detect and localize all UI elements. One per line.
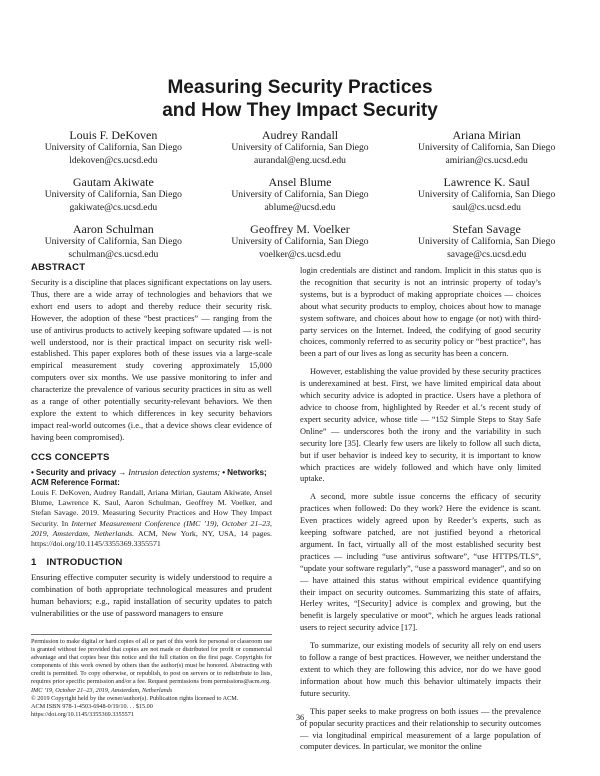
body-paragraph: However, establishing the value provided by these security practices is underexamined at best. First, we have limited empirical data about which security advice is adopted in practice. Users have a plethora of advice to choose from, highlighted by Reeder et al.’s recent study of expert security advice, whose title — “152 Simple Steps to Stay Safe Online” — underscores both the irony and the variability in such security lore [35]. Clearly few users are likely to follow all such dicta, but if user behavior is indeed key to security, it is important to know which practices are widely followed and which have only limited uptake.	[300, 367, 541, 484]
author-affiliation: University of California, San Diego	[231, 142, 369, 153]
author	[393, 222, 580, 261]
acm-reference-venue: Internet Measurement Conference (IMC ’19), October 21–23, 2019, Amsterdam, Netherlands.	[31, 518, 272, 538]
author-name: Louis F. DeKoven	[69, 128, 158, 142]
author-affiliation: University of California, San Diego	[231, 236, 369, 247]
author-name: Ansel Blume	[268, 175, 332, 189]
author-email: aurandal@eng.ucsd.edu	[254, 154, 346, 166]
permission-text: Permission to make digital or hard copies of all or part of this work for personal or classroom use is granted without fee provided that copies are not made or distributed for profit or commercial advantage and that copies bear this notice and the full citation on the first page. Copyrights for components of this work owned by others than the author(s) must be honored. Abstracting with credit is permitted. To copy otherwise, or republish, to post on servers or to redistribute to lists, requires prior specific permission and/or a fee. Request permissions from permissions@acm.org.	[31, 638, 272, 686]
author-email: ldekoven@cs.ucsd.edu	[69, 154, 158, 166]
ccs-bullet: •	[222, 467, 226, 477]
abstract-text: Security is a discipline that places significant expectations on lay users. Thus, there are a wide array of technologies and behaviors that we exhort end users to adopt and thereby reduce their security risk. However, the adoption of these “best practices” — ranging from the use of antivirus products to actively keeping software updated — is not well understood, nor is their practical impact on security risk well-established. This paper explores both of these issues via a large-scale empirical measurement study covering approximately 15,000 computers over six months. We use passive monitoring to infer and characterize the prevalence of various security practices in situ as well as a range of other potentially security-relevant behaviors. We then explore the extent to which differences in key security behaviors impact real-world outcomes (i.e., that a device shows clear evidence of having been compromised).	[31, 278, 272, 442]
author-email: voelker@cs.ucsd.edu	[259, 248, 341, 260]
author-affiliation: University of California, San Diego	[418, 142, 556, 153]
ccs-bullet: •	[31, 467, 34, 477]
ccs-item-security: Security and privacy	[35, 467, 117, 477]
author-affiliation: University of California, San Diego	[44, 142, 182, 153]
copyright-line: © 2019 Copyright held by the owner/author(s). Publication rights licensed to ACM.	[31, 694, 239, 702]
acm-reference-tail: ACM, New York, NY, USA, 14 pages. https://doi.org/10.1145/3355369.3355571	[31, 528, 272, 549]
author-email: ablume@ucsd.edu	[264, 201, 336, 213]
author-name: Gautam Akiwate	[72, 175, 154, 189]
author-name: Geoffrey M. Voelker	[250, 222, 350, 236]
conference-line	[31, 687, 272, 695]
author	[20, 222, 207, 261]
page-number: 36	[295, 713, 305, 722]
title-line-2: and How They Impact Security	[162, 100, 438, 121]
author-affiliation: University of California, San Diego	[44, 189, 182, 200]
permission-footnote	[31, 634, 272, 719]
ccs-item-networks: Networks;	[227, 467, 267, 477]
acm-reference-text	[31, 488, 272, 550]
left-column	[31, 262, 272, 620]
author-affiliation: University of California, San Diego	[44, 236, 182, 247]
right-column	[300, 265, 541, 753]
author-name: Stefan Savage	[452, 222, 521, 236]
author-name: Audrey Randall	[261, 128, 339, 142]
section-number: 1	[31, 557, 37, 569]
ccs-heading: CCS CONCEPTS	[31, 451, 110, 463]
author	[207, 222, 394, 261]
doi-line: https://doi.org/10.1145/3355369.3355571	[31, 710, 134, 718]
ccs-concepts	[31, 467, 272, 478]
author	[393, 175, 580, 214]
author-email: gakiwate@cs.ucsd.edu	[69, 201, 158, 213]
intro-text-left: Ensuring effective computer security is widely understood to require a combination of both appropriate technological measures and prudent human behaviors; e.g., rapid installation of security updates to patch vulnerabilities or the use of password managers to ensure	[31, 573, 272, 619]
author	[207, 128, 394, 167]
author-name: Ariana Mirian	[452, 128, 521, 142]
body-paragraph: This paper seeks to make progress on both issues — the prevalence of popular security practices and their relationship to security outcomes — via longitudinal empirical measurement of a large population of computer devices. In particular, we monitor the online	[300, 706, 541, 752]
author	[207, 175, 394, 214]
section-title: INTRODUCTION	[46, 557, 123, 569]
author-name: Aaron Schulman	[72, 222, 154, 236]
author-email: schulman@cs.ucsd.edu	[68, 248, 159, 260]
author-affiliation: University of California, San Diego	[418, 236, 556, 247]
acm-reference-heading: ACM Reference Format:	[31, 477, 120, 487]
conference-name: IMC ’19, October 21–23, 2019, Amsterdam, Netherlands	[31, 686, 173, 694]
author-email: amirian@cs.ucsd.edu	[445, 154, 528, 166]
intro-heading	[31, 557, 272, 569]
body-paragraph: login credentials are distinct and random. Implicit in this status quo is the recognition that security is not an intrinsic property of today’s systems, but is a byproduct of making appropriate choices — choices about what security products to employ, choices about how to manage system software, and choices about how to engage (or not) with third-party services on the Internet. Indeed, the codifying of good security choices, commonly referred to as security policy or “best practice”, has been a part of our lives as long as security has been a concern.	[300, 266, 541, 359]
ccs-item-intrusion: Intrusion detection systems;	[128, 467, 221, 477]
author	[393, 128, 580, 167]
isbn-line: ACM ISBN 978-1-4503-6948-0/19/10. . . $15.00	[31, 702, 153, 710]
author-name: Lawrence K. Saul	[443, 175, 530, 189]
acm-reference-authors: Louis F. DeKoven, Audrey Randall, Ariana Mirian, Gautam Akiwate, Ansel Blume, Lawrence K. Saul, Aaron Schulman, Geoffrey M. Voelker, and Stefan Savage. 2019. Measuring Security Practices and How They Impact Security. In	[31, 487, 272, 528]
author-email: savage@cs.ucsd.edu	[447, 248, 527, 260]
title-line-1: Measuring Security Practices	[167, 77, 433, 98]
author	[20, 175, 207, 214]
arrow-icon: →	[118, 467, 127, 477]
body-paragraph: To summarize, our existing models of security all rely on end users to follow a range of best practices. However, we neither understand the extent to which they are following this advice, nor do we have good information about how much this behavior ultimately impacts their future security.	[300, 641, 541, 698]
author-block	[20, 128, 580, 261]
body-paragraph: A second, more subtle issue concerns the efficacy of security practices when followed: Do they work? Here the evidence is scant. Even practices widely agreed upon by Reeder’s experts, such as keeping software patched, are not justified beyond a rhetorical argument. In fact, virtually all of the most established security best practices — including “use antivirus software”, “use HTTPS/TLS”, “update your software regularly”, “use a password manager”, and so on — have attained this status without empirical evidence quantifying their impact on security outcomes. Summarizing this state of affairs, Herley writes, “[Security] advice is complex and growing, but the benefit is largely speculative or moot”, which he argues leads rational users to reject security advice [17].	[300, 492, 541, 633]
author-email: saul@cs.ucsd.edu	[452, 201, 521, 213]
author-affiliation: University of California, San Diego	[418, 189, 556, 200]
author-affiliation: University of California, San Diego	[231, 189, 369, 200]
author	[20, 128, 207, 167]
paper-title	[0, 76, 600, 122]
abstract-heading: ABSTRACT	[31, 262, 86, 273]
